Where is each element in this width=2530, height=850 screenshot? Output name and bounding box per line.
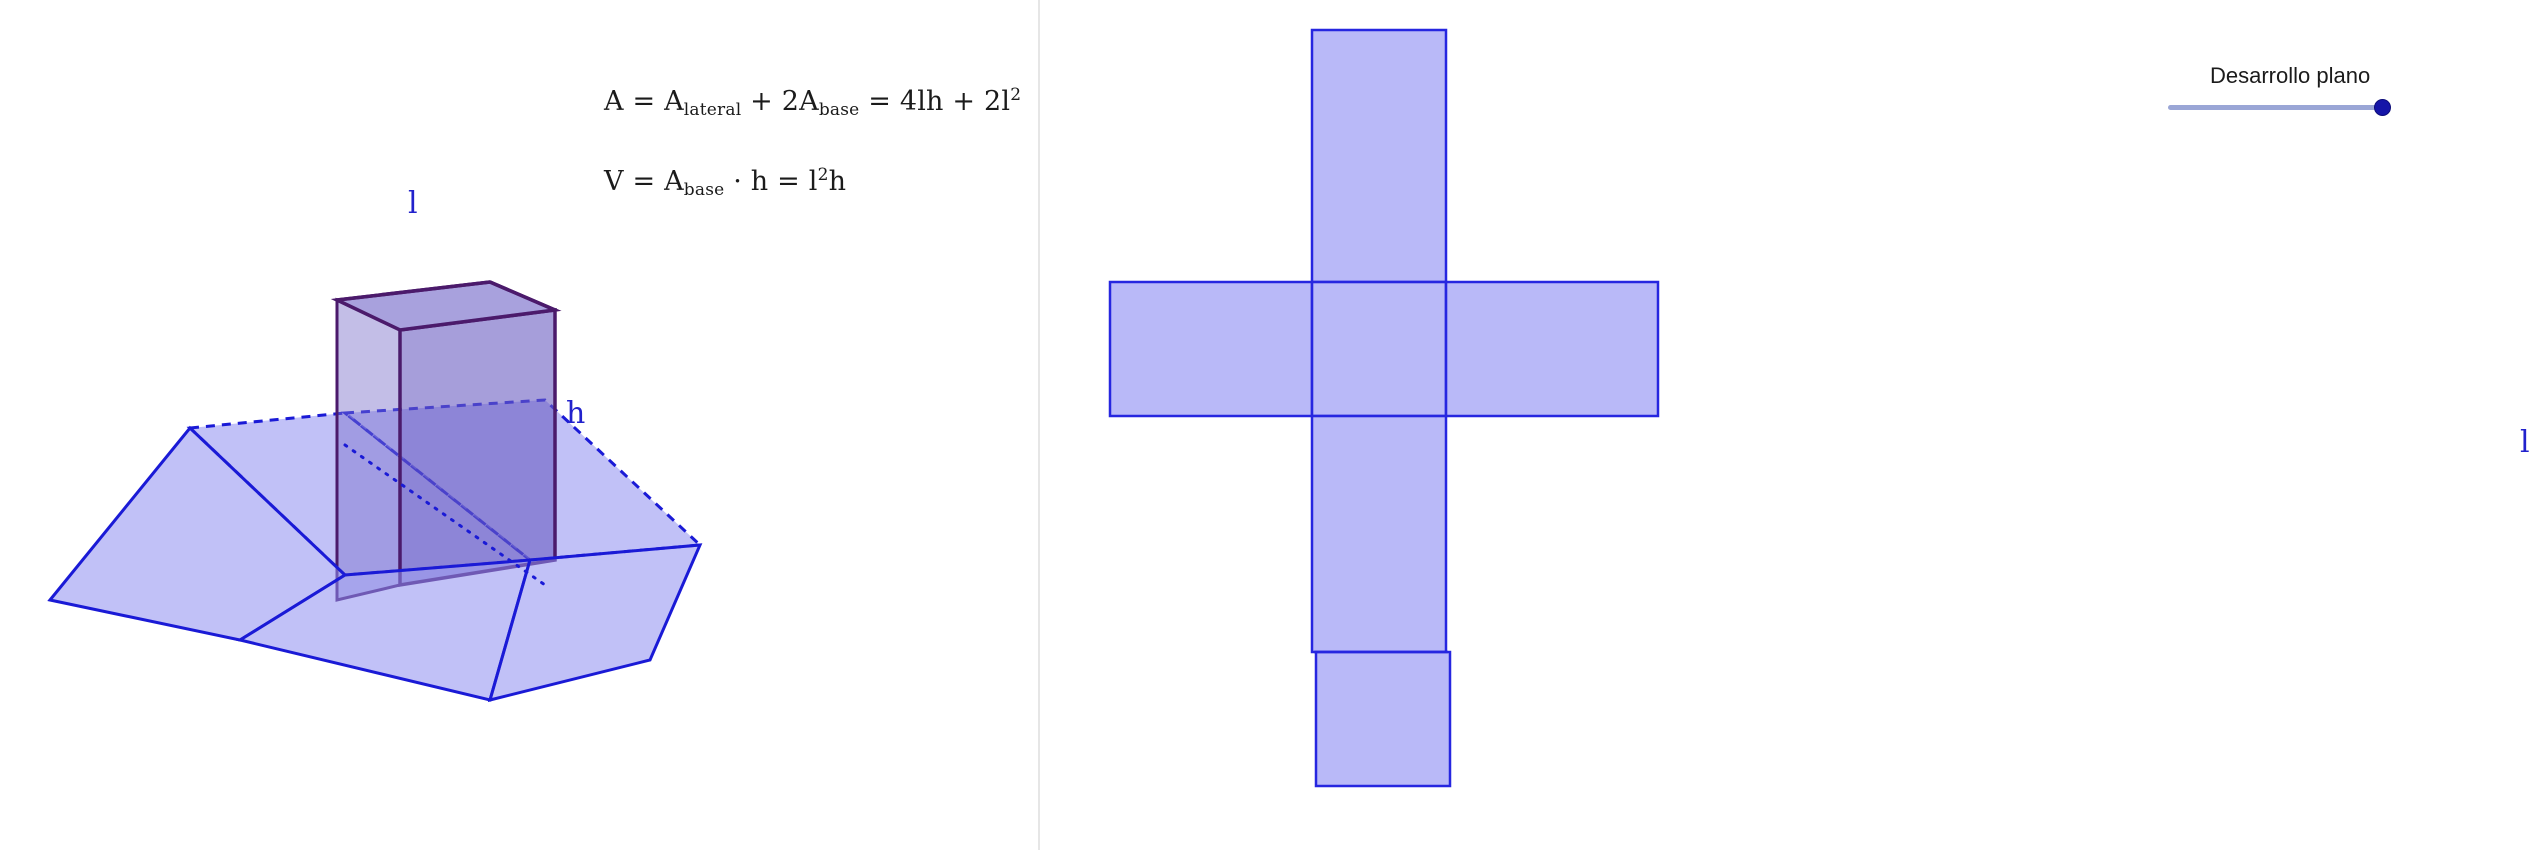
- left-graphics-view[interactable]: [0, 0, 1038, 850]
- volume-formula-end: h: [828, 166, 847, 197]
- area-formula-mid: + 2A: [741, 86, 819, 117]
- label-side-length-3d: l: [408, 186, 418, 221]
- label-height-3d: h: [566, 396, 586, 431]
- area-formula: [604, 85, 1022, 120]
- area-formula-lead: A = A: [604, 86, 684, 117]
- slider-thumb[interactable]: [2374, 99, 2391, 116]
- volume-formula-lead: V = A: [604, 166, 684, 197]
- area-formula-sub-base: base: [818, 100, 860, 120]
- right-graphics-view[interactable]: [1040, 0, 2530, 850]
- volume-formula-tail: · h = l: [724, 166, 818, 197]
- net-cross: [1110, 30, 1658, 786]
- net-figure: [1040, 0, 1900, 850]
- label-side-length-net: l: [2520, 425, 2530, 460]
- prism-body: [337, 282, 555, 600]
- slider-track[interactable]: [2168, 105, 2386, 110]
- volume-formula-exponent: 2: [817, 165, 829, 185]
- area-formula-tail: = 4lh + 2l: [859, 86, 1011, 117]
- area-formula-exponent: 2: [1010, 85, 1022, 105]
- area-formula-sub-lateral: lateral: [683, 100, 742, 120]
- desarrollo-plano-slider[interactable]: [2168, 63, 2428, 123]
- volume-formula: [604, 165, 847, 200]
- volume-formula-sub-base: base: [683, 180, 725, 200]
- prism-3d-figure: [0, 0, 1038, 850]
- slider-label: Desarrollo plano: [2210, 63, 2371, 88]
